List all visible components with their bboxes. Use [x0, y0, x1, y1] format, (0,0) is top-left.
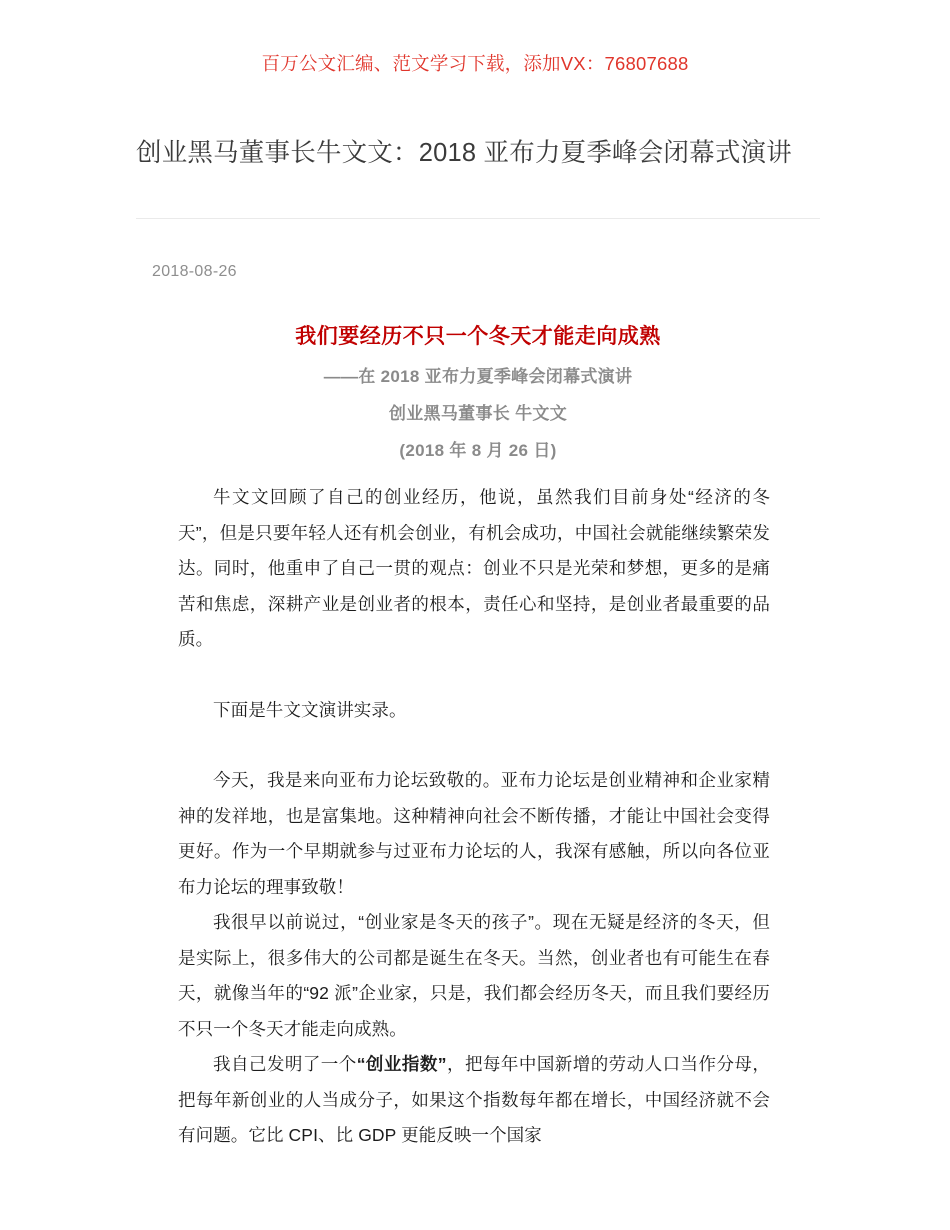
- document-byline: 创业黑马董事长 牛文文: [388, 404, 568, 423]
- body-paragraph: 我很早以前说过，“创业家是冬天的孩子”。现在无疑是经济的冬天，但是实际上，很多伟大的公司都是诞生在冬天。当然，创业者也有可能生在春天，就像当年的“92 派”企业家，只是，我们都会经历冬天，而且我们要经历不只一个冬天才能走向成熟。: [178, 912, 770, 1039]
- promo-banner-text: 百万公文汇编、范文学习下载，添加VX：76807688: [261, 53, 689, 74]
- document-date-line: (2018 年 8 月 26 日): [399, 441, 557, 460]
- body-paragraph: [178, 1047, 770, 1154]
- document-subtitle: ——在 2018 亚布力夏季峰会闭幕式演讲: [323, 367, 633, 386]
- body-paragraph: 今天，我是来向亚布力论坛致敬的。亚布力论坛是创业精神和企业家精神的发祥地，也是富集地。这种精神向社会不断传播，才能让中国社会变得更好。作为一个早期就参与过亚布力论坛的人，我深有感触，所以向各位亚布力论坛的理事致敬！: [178, 770, 770, 897]
- article-header: [136, 134, 820, 172]
- document-main-title: 我们要经历不只一个冬天才能走向成熟: [295, 325, 661, 348]
- header-divider: [136, 218, 820, 219]
- paragraph-text: 我自己发明了一个: [213, 1054, 357, 1074]
- article-date: 2018-08-26: [152, 263, 237, 280]
- document-heading-block: [136, 322, 820, 463]
- emphasis-text: “创业指数”: [356, 1054, 447, 1074]
- article-body: [178, 480, 770, 1154]
- paragraph-text: ，把每年中国新增的劳动人口当作分母，把每年新创业的人当成分子，如果这个指数每年都在增长，中国经济就不会有问题。它比 CPI、比 GDP 更能反映一个国家: [178, 1054, 770, 1145]
- body-paragraph: 牛文文回顾了自己的创业经历，他说，虽然我们目前身处“经济的冬天”，但是只要年轻人还有机会创业，有机会成功，中国社会就能继续繁荣发达。同时，他重申了自己一贯的观点：创业不只是光荣和梦想，更多的是痛苦和焦虑，深耕产业是创业者的根本，责任心和坚持，是创业者最重要的品质。: [178, 487, 770, 649]
- page-title: 创业黑马董事长牛文文：2018 亚布力夏季峰会闭幕式演讲: [136, 139, 792, 167]
- body-paragraph: 下面是牛文文演讲实录。: [213, 699, 407, 720]
